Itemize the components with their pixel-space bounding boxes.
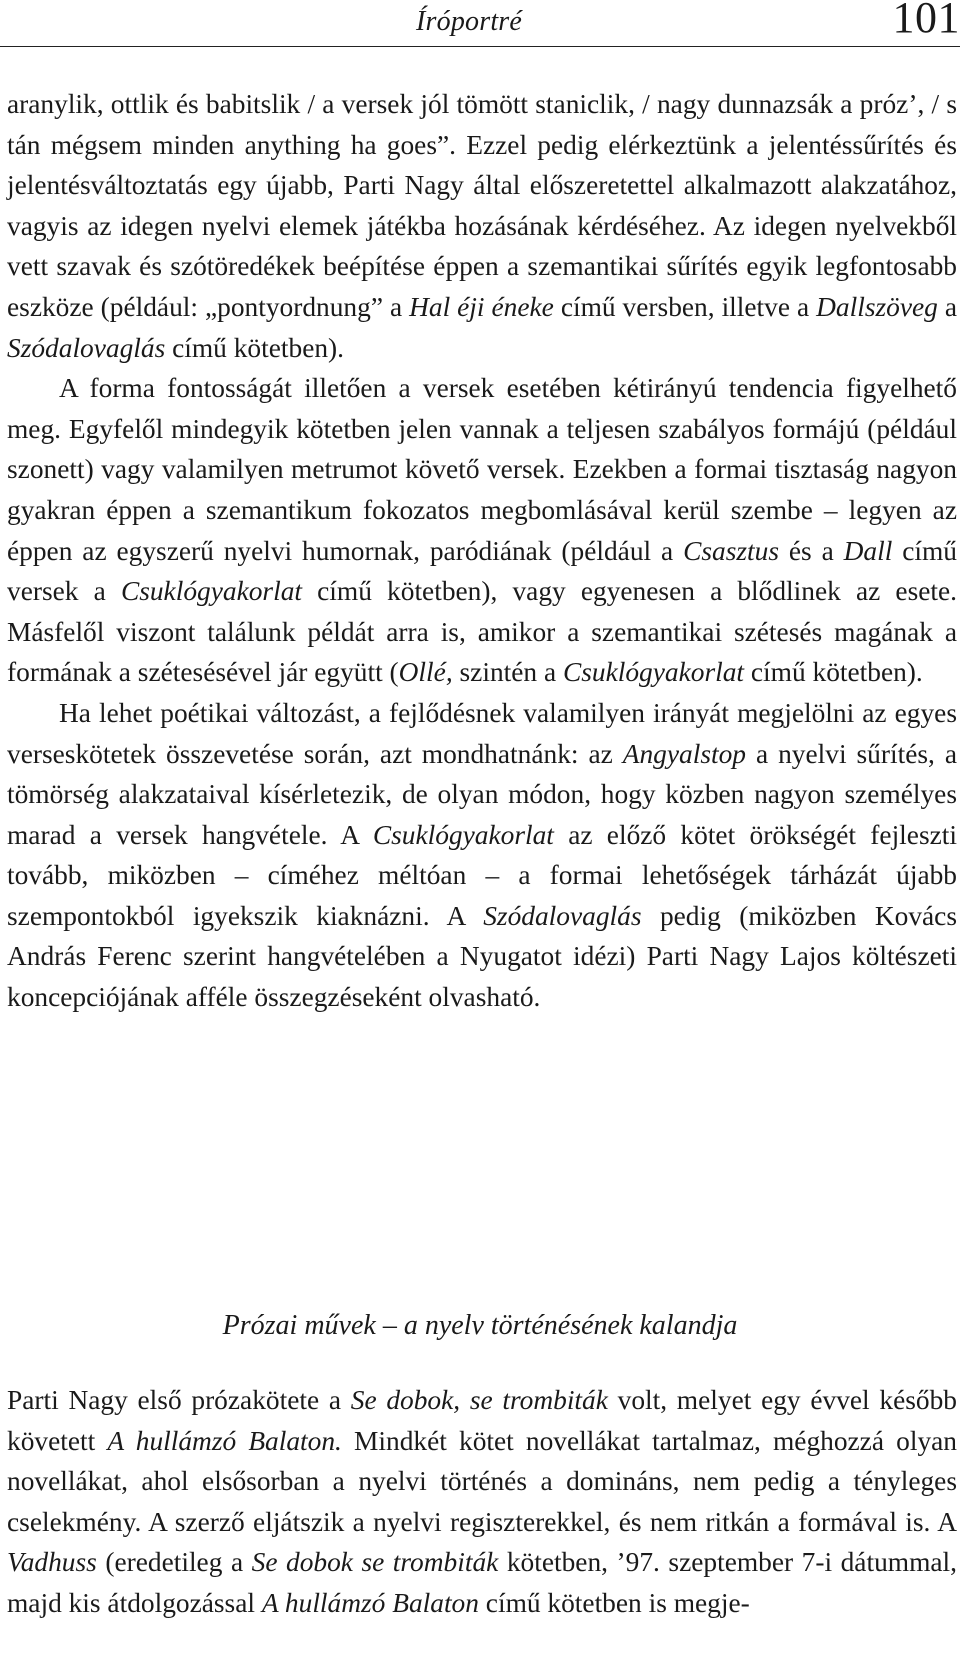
work-title: Se dobok, se trombiták xyxy=(350,1385,608,1415)
running-title: Íróportré xyxy=(416,6,523,37)
work-title: Csuklógyakorlat xyxy=(120,576,302,607)
page-number: 101 xyxy=(892,0,960,42)
text-run: Ha lehet poétikai változást, a fejlődésnek valamilyen irányát megjelölni az egyes verseskötetek összevetése során, azt mondhatnánk: az xyxy=(7,697,957,769)
text-run: című kötetben), vagy egyenesen a blődlinek az esete. Másfelől viszont találunk példát arra is, amikor a szemantikai szétesés magának a formának a szétesésével jár együtt ( xyxy=(7,576,958,688)
paragraph xyxy=(7,368,957,693)
paragraph xyxy=(7,1380,957,1624)
text-run: A forma fontosságát illetően a versek esetében kétirányú tendencia figyelhető meg. Egyfelől mindegyik kötetben jelen vannak a teljesen szabályos formájú (például szonett) vagy valamilyen metrumot követő versek. Ezekben a formai tisztaság nagyon gyakran éppen a szemantikum fokozatos megbomlásával kerül szembe – legyen az éppen az egyszerű nyelvi humornak, paródiának (például a xyxy=(7,373,957,566)
text-run: és a xyxy=(779,535,844,566)
text-run: Parti Nagy első prózakötete a xyxy=(7,1385,351,1415)
work-title: Se dobok se trombiták xyxy=(251,1547,499,1578)
work-title: Csasztus xyxy=(683,535,779,566)
work-title: Dall xyxy=(843,535,893,566)
work-title: A hullámzó Balaton. xyxy=(107,1425,342,1456)
page-header xyxy=(0,0,960,50)
body-text xyxy=(7,84,957,1018)
text-run: című kötetben is megje- xyxy=(478,1587,750,1618)
text-run: kötetben, ’97. szeptember 7-i dátummal, majd kis átdolgozással xyxy=(7,1547,957,1618)
work-title: Szódalovaglás xyxy=(483,900,642,931)
paragraph xyxy=(7,84,957,368)
work-title: Csuklógyakorlat xyxy=(372,819,554,850)
text-run: a xyxy=(937,291,957,322)
work-title: Vadhuss xyxy=(7,1547,97,1578)
text-run: volt, melyet egy évvel később követett xyxy=(7,1385,957,1456)
header-rule xyxy=(0,46,960,47)
paragraph xyxy=(7,693,957,1018)
text-run: című versek a xyxy=(7,535,957,607)
section-heading: Prózai művek – a nyelv történésének kalandja xyxy=(222,1310,738,1341)
body-text-section-2 xyxy=(7,1380,957,1624)
text-run: pedig (miközben Kovács András Ferenc szerint hangvételében a Nyugatot idézi) Parti Nagy Lajos költészeti koncepciójának afféle összegzéseként olvasható. xyxy=(7,900,957,1013)
work-title: Angyalstop xyxy=(622,738,746,769)
text-run: című kötetben). xyxy=(744,657,923,688)
text-run: (eredetileg a xyxy=(96,1547,252,1578)
text-run: szintén a xyxy=(452,657,563,688)
text-run: az előző kötet örökségét fejleszti tovább, miközben – címéhez méltóan – a formai lehetőségek tárházát újabb szempontokból igyekszik kiaknázni. A xyxy=(7,819,957,931)
work-title: Hal éji éneke xyxy=(409,291,554,322)
text-run: aranylik, ottlik és babitslik / a versek jól tömött staniclik, / nagy dunnazsák a próz’, / s tán mégsem minden anything ha goes”. Ezzel pedig elérkeztünk a jelentéssűrítés és jelentésváltoztatás egy újabb, Parti Nagy által előszeretettel alkalmazott alakzatához, vagyis az idegen nyelvi elemek játékba hozásának kérdéséhez. Az idegen nyelvekből vett szavak és szótöredékek beépítése éppen a szemantikai sűrítés egyik legfontosabb eszköze (például: „pontyordnung” a xyxy=(7,89,957,322)
work-title: Szódalovaglás xyxy=(7,332,166,363)
text-run: című versben, illetve a xyxy=(553,291,817,322)
text-run: Mindkét kötet novellákat tartalmaz, méghozzá olyan novellákat, ahol elsősorban a nyelvi történés a domináns, nem pedig a tényleges cselekmény. A szerző eljátszik a nyelvi regiszterekkel, és nem ritkán a formával is. A xyxy=(7,1425,957,1537)
work-title: A hullámzó Balaton xyxy=(261,1587,479,1618)
work-title: Dallszöveg xyxy=(816,291,938,322)
text-run: című kötetben). xyxy=(165,332,345,363)
work-title: Ollé, xyxy=(398,657,453,688)
text-run: a nyelvi sűrítés, a tömörség alakzataival kísérletezik, de olyan módon, hogy közben nagyon személyes marad a versek hangvétele. A xyxy=(7,738,957,850)
work-title: Csuklógyakorlat xyxy=(562,657,745,688)
